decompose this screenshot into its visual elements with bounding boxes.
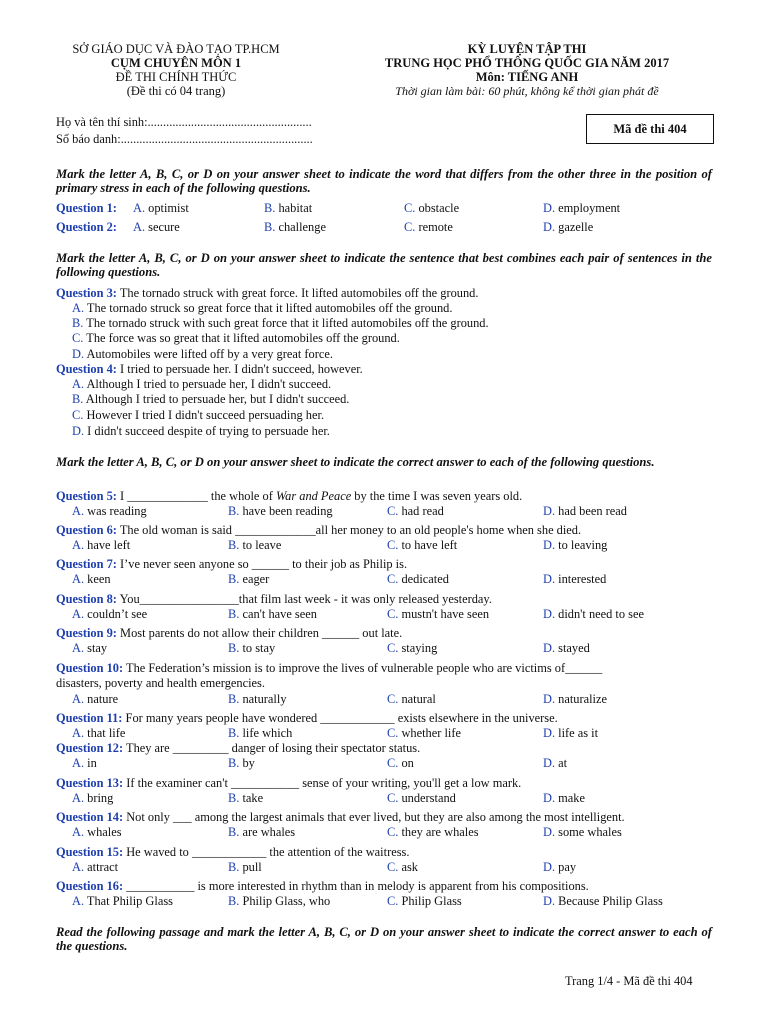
q8-option-a: A. couldn’t see — [72, 607, 148, 621]
q13-option-c: C. understand — [387, 791, 456, 805]
q2-option-c: C. remote — [404, 220, 453, 234]
q8-stem: You________________that film last week - it was only released yesterday. — [119, 592, 492, 606]
q14-option-d: D. some whales — [543, 825, 622, 839]
q13-option-d: D. make — [543, 791, 585, 805]
q16-option-c: C. Philip Glass — [387, 894, 462, 908]
q3-option-b: B. The tornado struck with such great force that it lifted automobiles off the ground. — [72, 316, 489, 330]
q10-option-d: D. naturalize — [543, 692, 607, 706]
q7-option-d: D. interested — [543, 572, 607, 586]
q4-option-d: D. I didn't succeed despite of trying to persuade her. — [72, 424, 330, 438]
q11-option-b: B. life which — [228, 726, 293, 740]
q10-option-b: B. naturally — [228, 692, 287, 706]
question-4: Question 4: I tried to persuade her. I didn't succeed, however. — [56, 362, 363, 376]
q14-option-b: B. are whales — [228, 825, 296, 839]
question-12: Question 12: They are _________ danger of losing their spectator status. — [56, 741, 421, 755]
q2-option-a: A. secure — [133, 220, 180, 234]
q1-option-d: D. employment — [543, 201, 621, 215]
question-14: Question 14: Not only ___ among the largest animals that ever lived, but they are also among the most intelligent. — [56, 810, 625, 824]
q13-stem: If the examiner can't ___________ sense of your writing, you'll get a low mark. — [126, 776, 522, 790]
q1-option-c: C. obstacle — [404, 201, 460, 215]
question-10: Question 10: The Federation’s mission is to improve the lives of vulnerable people who are victims of______ — [56, 661, 603, 675]
section4-instruction: Read the following passage and mark the letter A, B, C, or D on your answer sheet to indicate the correct answer to each of the questions. — [56, 925, 712, 953]
q3-stem: The tornado struck with great force. It lifted automobiles off the ground. — [119, 286, 479, 300]
question-3: Question 3: The tornado struck with great force. It lifted automobiles off the ground. — [56, 286, 479, 300]
q13-option-a: A. bring — [72, 791, 114, 805]
q5-option-d: D. had been read — [543, 504, 627, 518]
q8-option-d: D. didn't need to see — [543, 607, 644, 621]
exam-subtitle: TRUNG HỌC PHỔ THÔNG QUỐC GIA NĂM 2017 — [384, 56, 670, 70]
question-5: Question 5: I _____________ the whole of War and Peace by the time I was seven years old. — [56, 489, 523, 503]
q16-option-a: A. That Philip Glass — [72, 894, 173, 908]
section2-instruction: Mark the letter A, B, C, or D on your answer sheet to indicate the sentence that best combines each pair of sentences in the following questions. — [56, 251, 712, 279]
q6-stem: The old woman is said _____________all her money to an old people's home when she died. — [119, 523, 582, 537]
time-note: Thời gian làm bài: 60 phút, không kể thời gian phát đề — [395, 84, 659, 98]
q14-option-a: A. whales — [72, 825, 122, 839]
q11-option-c: C. whether life — [387, 726, 461, 740]
q2-option-b: B. challenge — [264, 220, 326, 234]
q15-option-a: A. attract — [72, 860, 119, 874]
cluster-name: CỤM CHUYÊN MÔN 1 — [110, 56, 242, 70]
q7-option-c: C. dedicated — [387, 572, 449, 586]
q6-option-a: A. have left — [72, 538, 131, 552]
q9-option-b: B. to stay — [228, 641, 276, 655]
q14-stem: Not only ___ among the largest animals that ever lived, but they are also among the most intelligent. — [126, 810, 625, 824]
q5-option-a: A. was reading — [72, 504, 147, 518]
q1-option-b: B. habitat — [264, 201, 313, 215]
q15-stem: He waved to ____________ the attention of the waitress. — [126, 845, 410, 859]
question-16: Question 16: ___________ is more interested in rhythm than in melody is apparent from his compositions. — [56, 879, 589, 893]
candidate-name-field: Họ và tên thí sinh:..................................................... — [56, 115, 312, 129]
candidate-number-field: Số báo danh:.............................................................. — [56, 132, 313, 146]
q8-option-c: C. mustn't have seen — [387, 607, 490, 621]
q13-option-b: B. take — [228, 791, 264, 805]
q12-stem: They are _________ danger of losing their spectator status. — [126, 741, 421, 755]
question-9: Question 9: Most parents do not allow their children ______ out late. — [56, 626, 403, 640]
q10-stem-continued: disasters, poverty and health emergencies. — [56, 676, 265, 690]
q16-option-d: D. Because Philip Glass — [543, 894, 663, 908]
q7-stem: I’ve never seen anyone so ______ to their job as Philip is. — [120, 557, 408, 571]
q4-option-b: B. Although I tried to persuade her, but I didn't succeed. — [72, 392, 350, 406]
q6-option-c: C. to have left — [387, 538, 458, 552]
q11-stem: For many years people have wondered ____________ exists elsewhere in the universe. — [125, 711, 558, 725]
q3-option-a: A. The tornado struck so great force that it lifted automobiles off the ground. — [72, 301, 453, 315]
q4-option-a: A. Although I tried to persuade her, I didn't succeed. — [72, 377, 332, 391]
q2-option-d: D. gazelle — [543, 220, 594, 234]
q12-option-d: D. at — [543, 756, 568, 770]
q9-option-c: C. staying — [387, 641, 438, 655]
question-7: Question 7: I’ve never seen anyone so ______ to their job as Philip is. — [56, 557, 408, 571]
q15-option-c: C. ask — [387, 860, 418, 874]
question-1: Question 1: — [56, 201, 117, 215]
q3-option-d: D. Automobiles were lifted off by a very great force. — [72, 347, 333, 361]
q1-option-a: A. optimist — [133, 201, 189, 215]
q14-option-c: C. they are whales — [387, 825, 479, 839]
question-8: Question 8: You________________that film last week - it was only released yesterday. — [56, 592, 492, 606]
school-name: SỞ GIÁO DỤC VÀ ĐÀO TẠO TP.HCM — [72, 42, 280, 56]
q4-stem: I tried to persuade her. I didn't succeed, however. — [120, 362, 363, 376]
q6-option-b: B. to leave — [228, 538, 282, 552]
q7-option-b: B. eager — [228, 572, 270, 586]
q7-option-a: A. keen — [72, 572, 111, 586]
q8-option-b: B. can't have seen — [228, 607, 317, 621]
q16-option-b: B. Philip Glass, who — [228, 894, 331, 908]
exam-title: KỲ LUYỆN TẬP THI — [467, 42, 587, 56]
q5-option-b: B. have been reading — [228, 504, 333, 518]
question-13: Question 13: If the examiner can't ___________ sense of your writing, you'll get a low mark. — [56, 776, 522, 790]
q12-option-a: A. in — [72, 756, 97, 770]
q9-stem: Most parents do not allow their children ______ out late. — [120, 626, 403, 640]
exam-header — [342, 42, 712, 98]
question-6: Question 6: The old woman is said _____________all her money to an old people's home when she died. — [56, 523, 582, 537]
q10-option-c: C. natural — [387, 692, 436, 706]
q5-stem: I _____________ the whole of War and Peace by the time I was seven years old. — [120, 489, 523, 503]
q4-option-c: C. However I tried I didn't succeed persuading her. — [72, 408, 325, 422]
question-15: Question 15: He waved to ____________ the attention of the waitress. — [56, 845, 410, 859]
q11-option-d: D. life as it — [543, 726, 599, 740]
q16-stem: ___________ is more interested in rhythm than in melody is apparent from his compositions. — [126, 879, 589, 893]
section1-instruction: Mark the letter A, B, C, or D on your answer sheet to indicate the word that differs from the other three in the position of primary stress in each of the following questions. — [56, 167, 712, 195]
section3-instruction: Mark the letter A, B, C, or D on your answer sheet to indicate the correct answer to each of the following questions. — [56, 455, 655, 469]
q12-option-b: B. by — [228, 756, 255, 770]
q10-option-a: A. nature — [72, 692, 119, 706]
q12-option-c: C. on — [387, 756, 414, 770]
question-11: Question 11: For many years people have wondered ____________ exists elsewhere in the universe. — [56, 711, 558, 725]
q9-option-a: A. stay — [72, 641, 108, 655]
official-exam: ĐỀ THI CHÍNH THỨC — [115, 70, 237, 84]
page-footer: Trang 1/4 - Mã đề thi 404 — [565, 974, 693, 988]
q15-option-d: D. pay — [543, 860, 577, 874]
q9-option-d: D. stayed — [543, 641, 590, 655]
exam-code-box: Mã đề thi 404 — [586, 114, 714, 144]
q6-option-d: D. to leaving — [543, 538, 608, 552]
question-2: Question 2: — [56, 220, 117, 234]
q10-stem: The Federation’s mission is to improve the lives of vulnerable people who are victims of______ — [126, 661, 603, 675]
q5-option-c: C. had read — [387, 504, 444, 518]
subject: Môn: TIẾNG ANH — [475, 70, 579, 84]
q15-option-b: B. pull — [228, 860, 262, 874]
q3-option-c: C. The force was so great that it lifted automobiles off the ground. — [72, 331, 400, 345]
q11-option-a: A. that life — [72, 726, 126, 740]
school-header — [56, 42, 296, 98]
page-count-note: (Đề thi có 04 trang) — [126, 84, 226, 98]
